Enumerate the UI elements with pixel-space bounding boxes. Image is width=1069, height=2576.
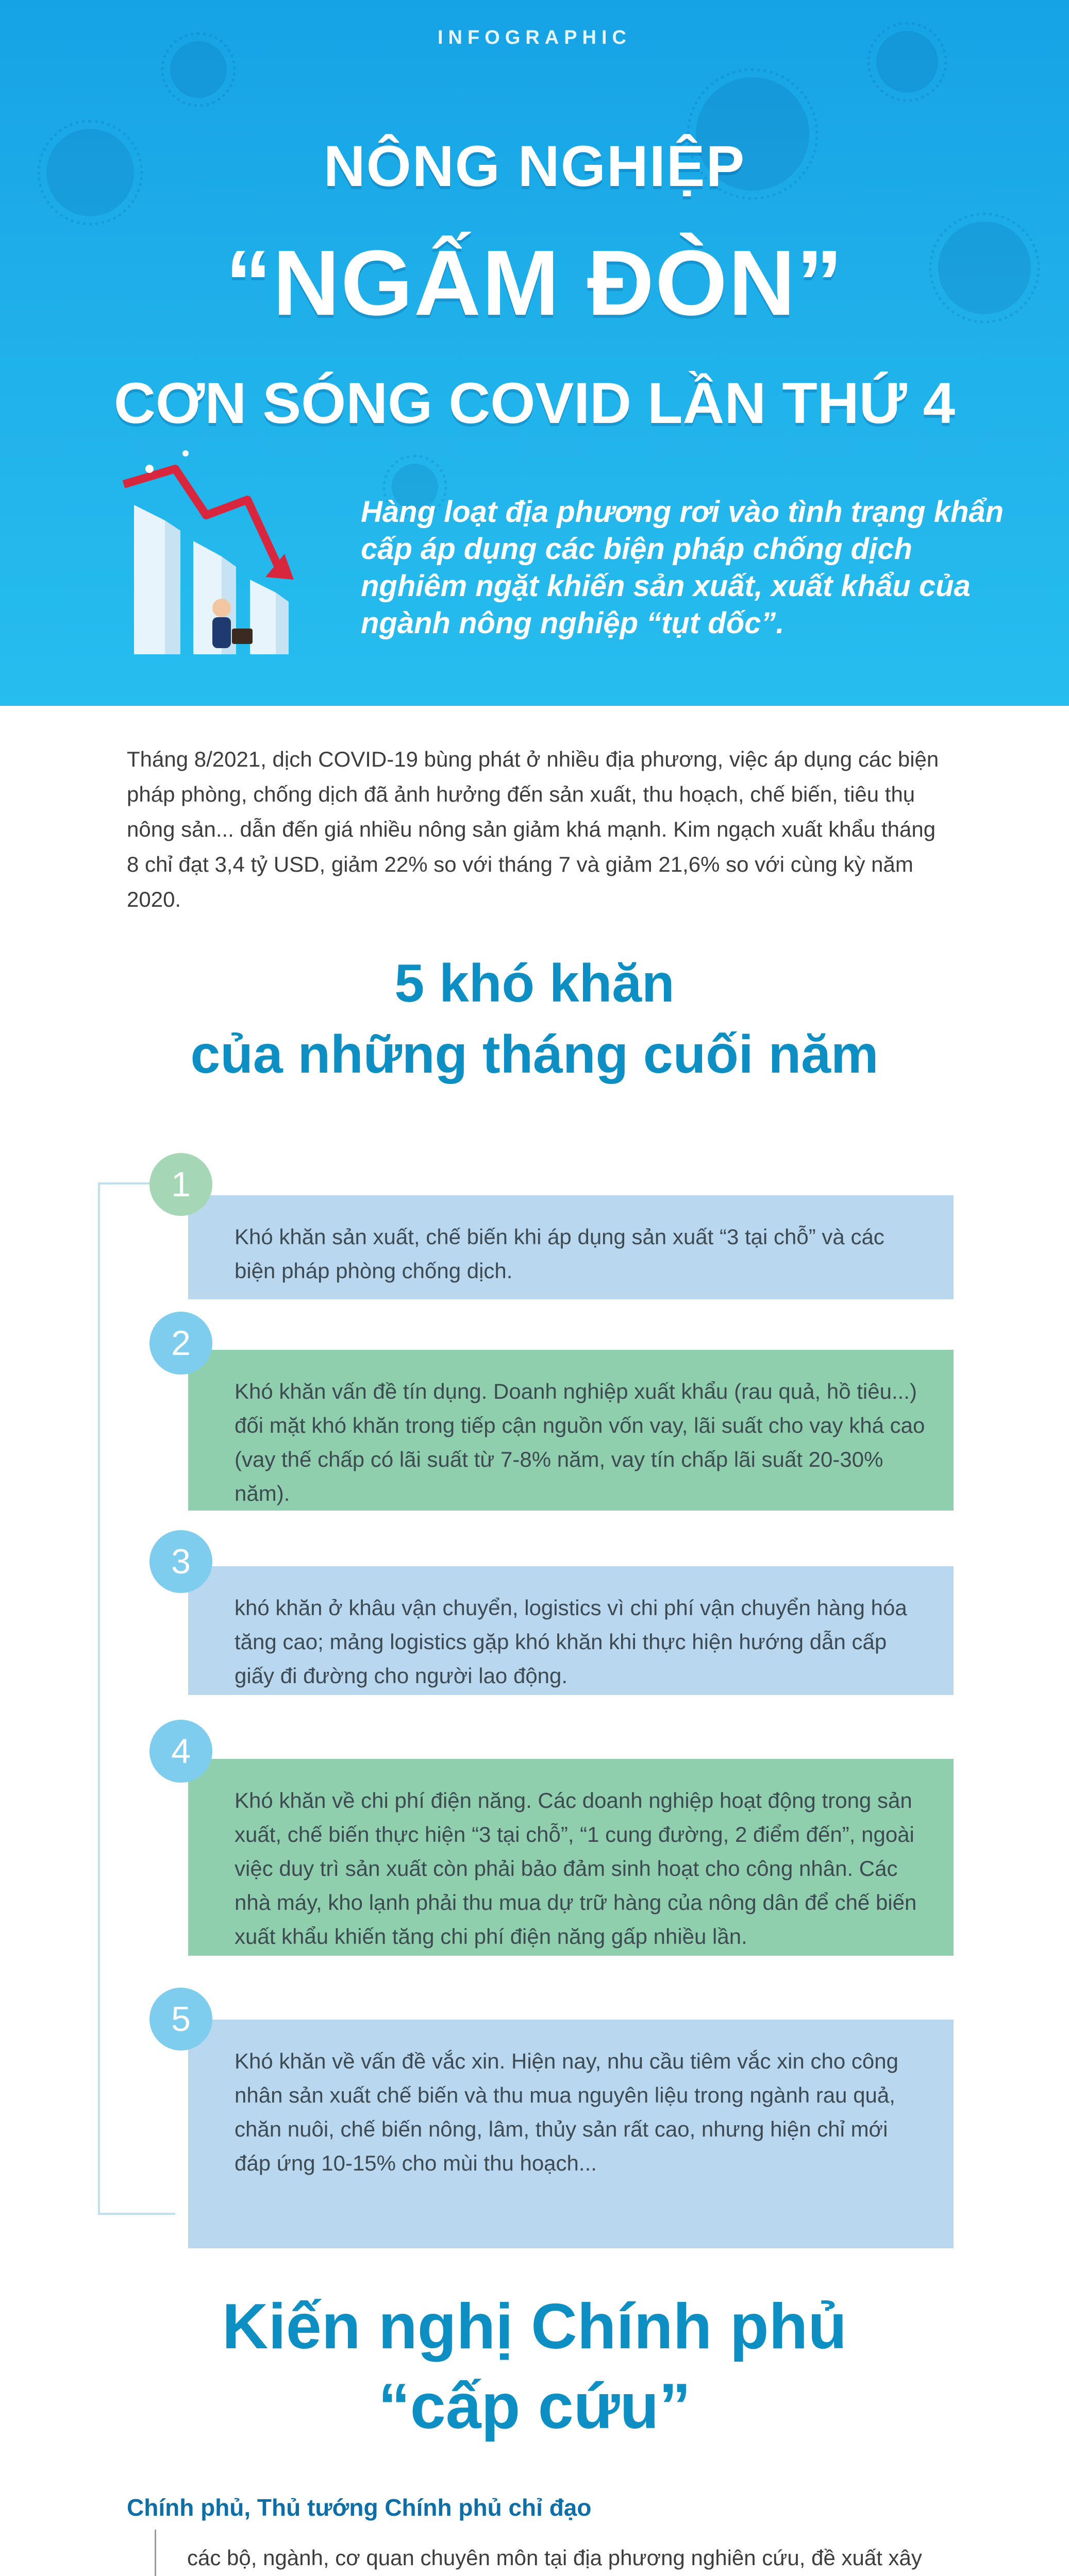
difficulty-number-4: 4 (149, 1720, 212, 1783)
recommendations-heading-line-2: “cấp cứu” (378, 2371, 691, 2442)
recommendations-heading-line-1: Kiến nghị Chính phủ (222, 2291, 847, 2362)
difficulty-card-1 (188, 1195, 954, 1299)
lead-paragraph: Tháng 8/2021, dịch COVID-19 bùng phát ở nhiều địa phương, việc áp dụng các biện pháp phòng, chống dịch đã ảnh hưởng đến sản xuất, thu hoạch, chế biến, tiêu thụ nông sản... dẫn đến giá nhiều nông sản giảm khá mạnh. Kim ngạch xuất khẩu tháng 8 chỉ đạt 3,4 tỷ USD, giảm 22% so với tháng 7 và giảm 21,6% so với cùng kỳ năm 2020. (127, 747, 939, 911)
header-tag: INFOGRAPHIC (438, 27, 631, 48)
difficulty-text: Khó khăn về vấn đề vắc xin. Hiện nay, nhu cầu tiêm vắc xin cho công nhân sản xuất chế biến và thu mua nguyên liệu trong ngành rau quả, chăn nuôi, chế biến nông, lâm, thủy sản rất cao, nhưng hiện chỉ mới đáp ứng 10-15% cho mùi thu hoạch... (235, 2049, 898, 2175)
difficulty-card-3 (188, 1566, 954, 1695)
difficulty-number-3: 3 (149, 1530, 212, 1593)
difficulty-number-1: 1 (149, 1153, 212, 1216)
difficulty-card-2 (188, 1350, 954, 1511)
recommendation-body-1: các bộ, ngành, cơ quan chuyên môn tại địa phương nghiên cứu, đề xuất xây (155, 2530, 951, 2576)
difficulty-card-4 (188, 1759, 954, 1956)
difficulty-number-2: 2 (149, 1312, 212, 1375)
timeline-connector (98, 2213, 175, 2215)
difficulty-card-5 (188, 2020, 954, 2248)
difficulty-number-5: 5 (149, 1988, 212, 2050)
recommendation-title-1: Chính phủ, Thủ tướng Chính phủ chỉ đạo (127, 2494, 592, 2521)
difficulty-text: Khó khăn vấn đề tín dụng. Doanh nghiệp xuất khẩu (rau quả, hồ tiêu...) đối mặt khó khăn trong tiếp cận nguồn vốn vay, lãi suất cho vay khá cao (vay thế chấp có lãi suất từ 7-8% năm, vay tín chấp lãi suất 20-30% năm). (235, 1379, 925, 1505)
difficulty-text: Khó khăn sản xuất, chế biến khi áp dụng sản xuất “3 tại chỗ” và các biện pháp phòng chống dịch. (235, 1225, 884, 1283)
difficulties-heading-line-1: 5 khó khăn (394, 954, 675, 1013)
header-banner (0, 0, 1069, 706)
difficulty-text: Khó khăn về chi phí điện năng. Các doanh nghiệp hoạt động trong sản xuất, chế biến thực hiện “3 tại chỗ”, “1 cung đường, 2 điểm đến”, ngoài việc duy trì sản xuất còn phải bảo đảm sinh hoạt cho công nhân. Các nhà máy, kho lạnh phải thu mua dự trữ hàng của nông dân để chế biến xuất khẩu khiến tăng chi phí điện năng gấp nhiều lần. (235, 1788, 917, 1948)
title-line-2: “NGẤM ĐÒN” (225, 231, 844, 335)
title-line-1: NÔNG NGHIỆP (323, 134, 746, 198)
timeline-line (98, 1182, 100, 2213)
title-line-3: CƠN SÓNG COVID LẦN THỨ 4 (113, 371, 956, 435)
virus-decoration (170, 41, 227, 98)
difficulties-heading-line-2: của những tháng cuối năm (190, 1025, 879, 1084)
difficulty-text: khó khăn ở khâu vận chuyển, logistics vì chi phí vận chuyển hàng hóa tăng cao; mảng logistics gặp khó khăn khi thực hiện hướng dẫn cấp giấy đi đường cho người lao động. (235, 1596, 907, 1688)
header-intro: Hàng loạt địa phương rơi vào tình trạng khẩn cấp áp dụng các biện pháp chống dịch nghiêm ngặt khiến sản xuất, xuất khẩu của ngành nông nghiệp “tụt dốc”. (361, 495, 1004, 640)
falling-chart-illustration (103, 438, 350, 665)
